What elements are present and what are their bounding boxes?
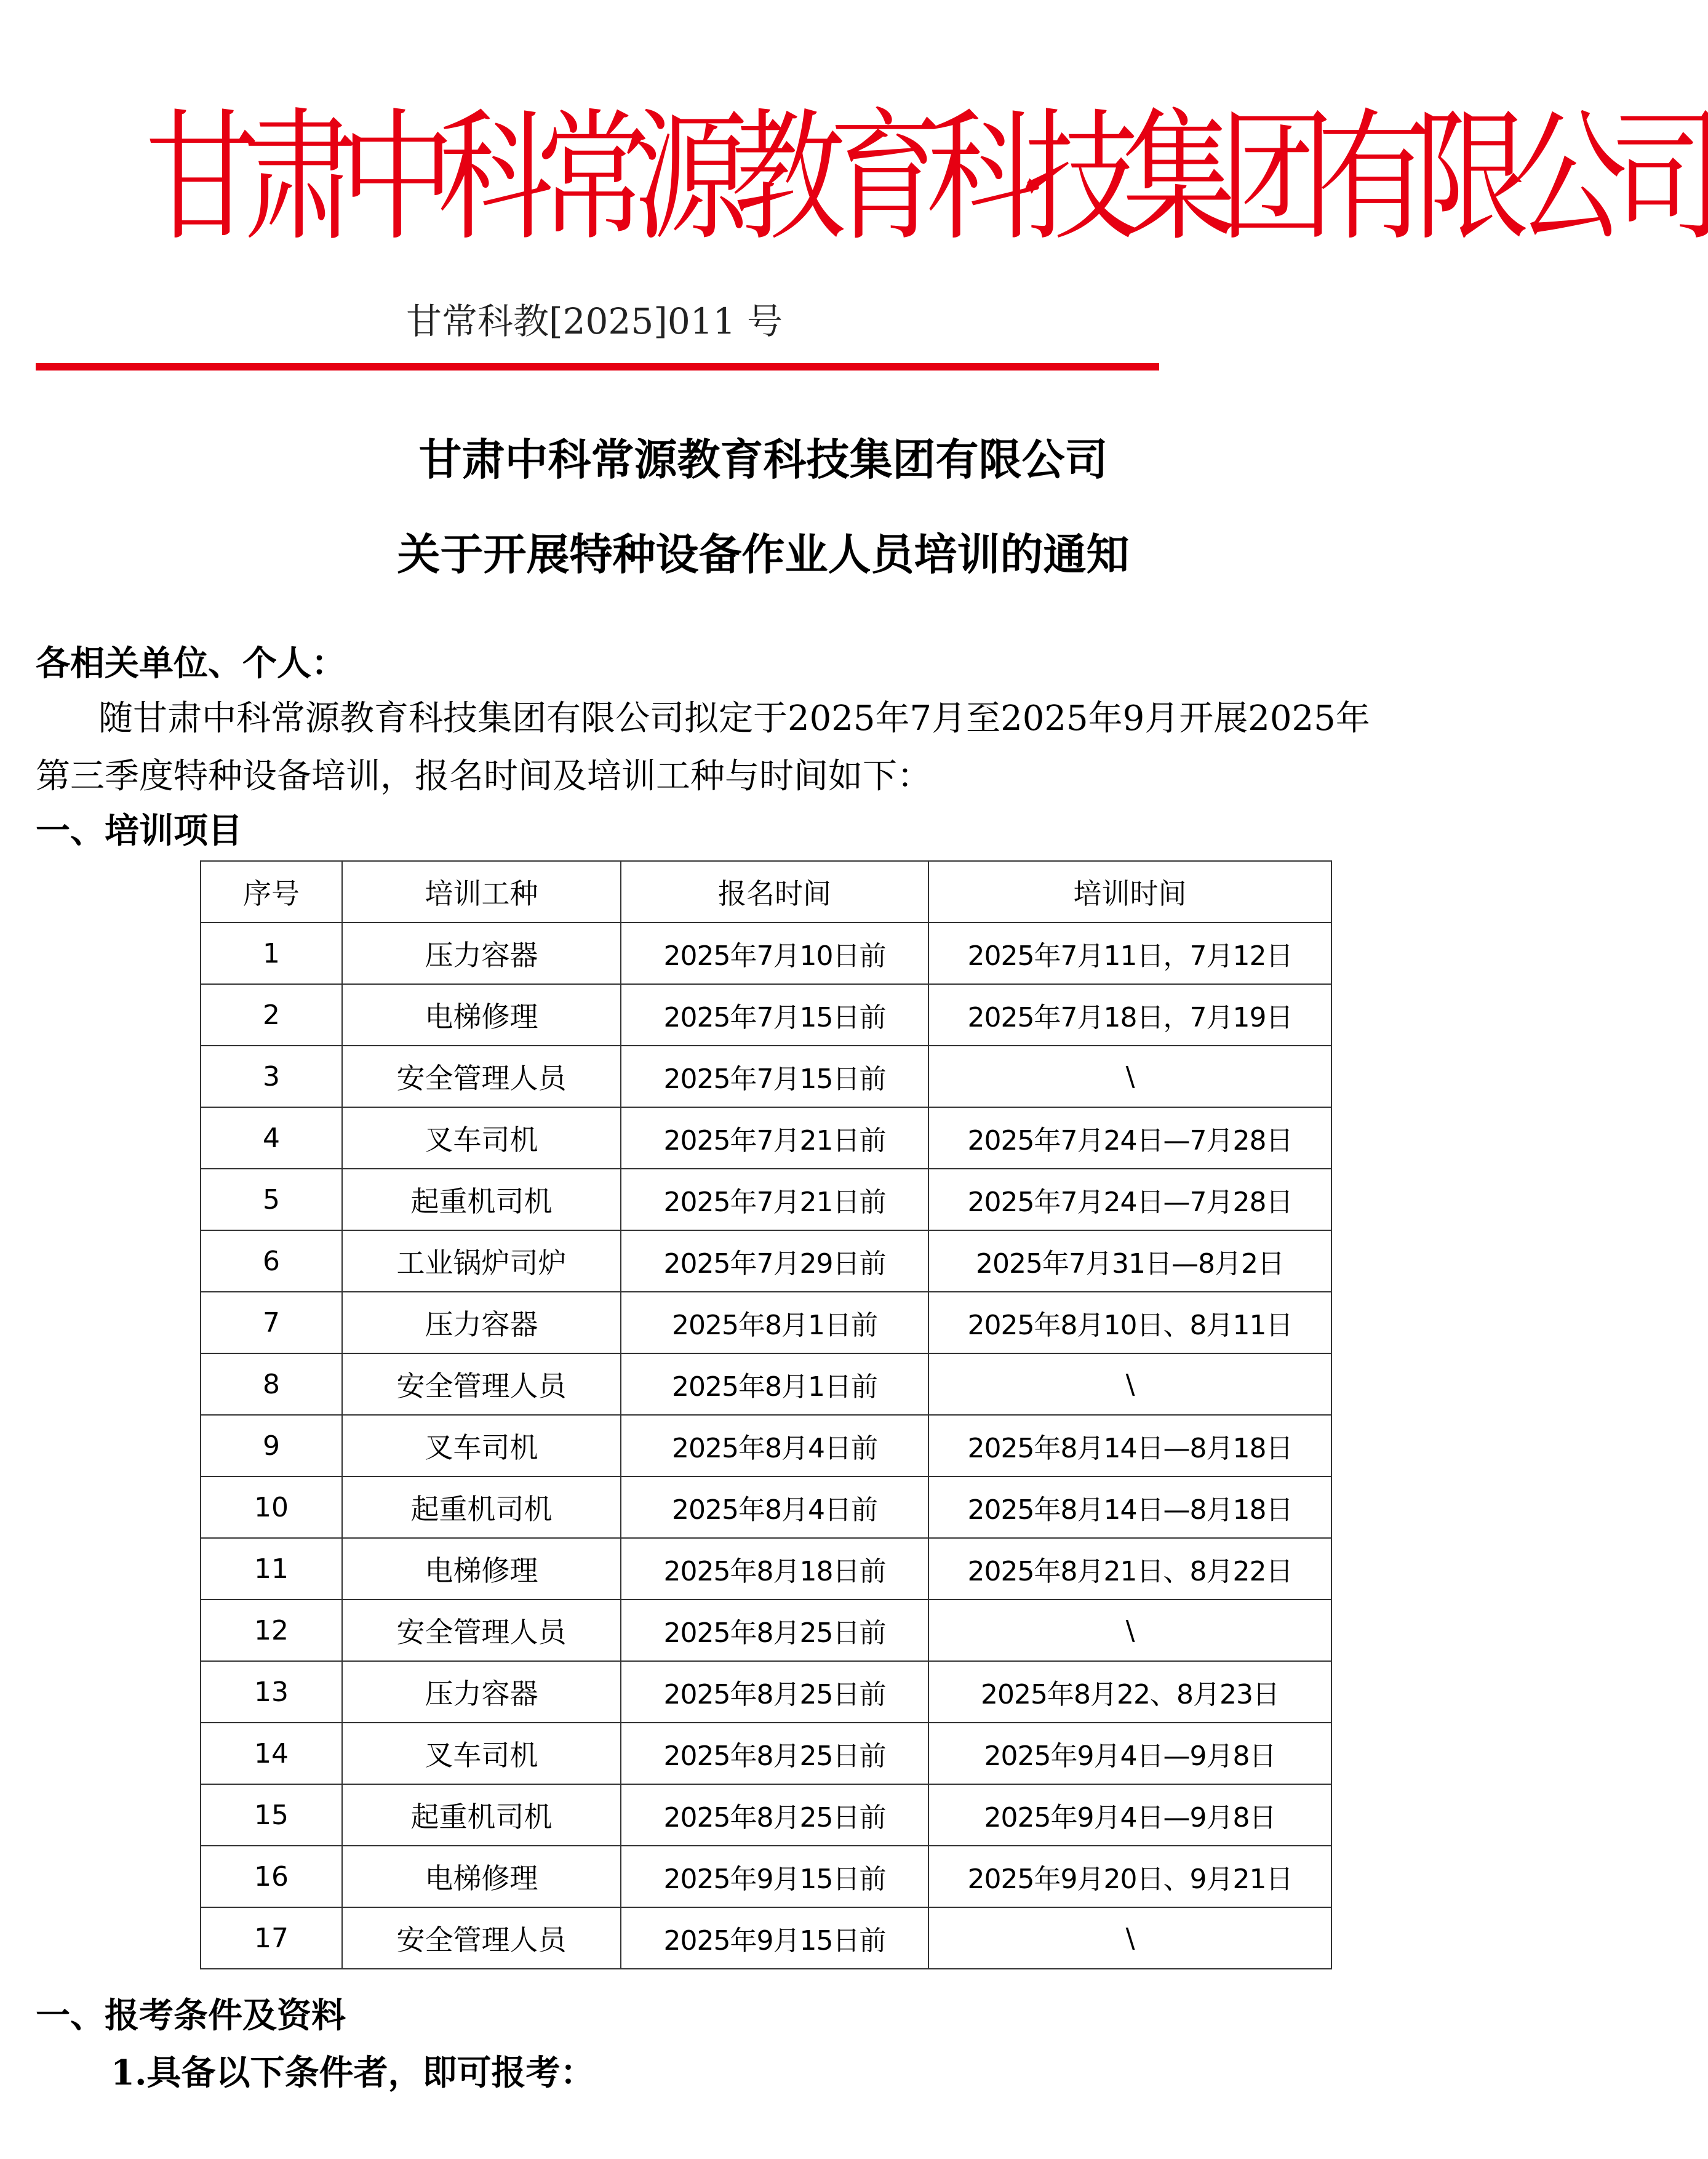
cell-registration-deadline: 2025年8月25日前 xyxy=(621,1661,928,1723)
cell-training-type: 压力容器 xyxy=(342,1661,621,1723)
cell-training-type: 叉车司机 xyxy=(342,1723,621,1784)
cell-training-type: 电梯修理 xyxy=(342,1846,621,1907)
section-heading-training-items: 一、培训项目 xyxy=(36,811,242,851)
cell-registration-deadline: 2025年7月21日前 xyxy=(621,1107,928,1169)
letterhead-red-rule xyxy=(36,363,1159,371)
cell-serial-number: 13 xyxy=(201,1661,342,1723)
cell-serial-number: 10 xyxy=(201,1476,342,1538)
cell-training-dates: 2025年9月4日—9月8日 xyxy=(928,1723,1331,1784)
cell-serial-number: 2 xyxy=(201,984,342,1046)
training-schedule-table xyxy=(200,860,1332,1969)
table-row xyxy=(201,1353,1331,1415)
cell-training-type: 电梯修理 xyxy=(342,984,621,1046)
cell-training-type: 压力容器 xyxy=(342,923,621,984)
table-row xyxy=(201,1476,1331,1538)
cell-registration-deadline: 2025年7月29日前 xyxy=(621,1230,928,1292)
cell-training-dates: 2025年7月31日—8月2日 xyxy=(928,1230,1331,1292)
cell-training-dates: 2025年8月21日、8月22日 xyxy=(928,1538,1331,1600)
cell-training-dates: 2025年7月18日，7月19日 xyxy=(928,984,1331,1046)
section-heading-requirements: 一、报考条件及资料 xyxy=(36,1995,346,2036)
cell-registration-deadline: 2025年9月15日前 xyxy=(621,1846,928,1907)
table-row xyxy=(201,1046,1331,1107)
table-row xyxy=(201,1107,1331,1169)
header-training-type: 培训工种 xyxy=(342,861,621,923)
header-serial-number: 序号 xyxy=(201,861,342,923)
cell-serial-number: 11 xyxy=(201,1538,342,1600)
cell-serial-number: 1 xyxy=(201,923,342,984)
cell-registration-deadline: 2025年8月18日前 xyxy=(621,1538,928,1600)
table-row xyxy=(201,1723,1331,1784)
cell-registration-deadline: 2025年7月21日前 xyxy=(621,1169,928,1230)
table-row xyxy=(201,923,1331,984)
cell-training-dates: 2025年7月11日，7月12日 xyxy=(928,923,1331,984)
cell-training-dates: 2025年8月10日、8月11日 xyxy=(928,1292,1331,1353)
cell-training-type: 起重机司机 xyxy=(342,1169,621,1230)
document-number: 甘常科教[2025]011 号 xyxy=(406,300,783,342)
cell-training-type: 叉车司机 xyxy=(342,1415,621,1476)
cell-serial-number: 6 xyxy=(201,1230,342,1292)
cell-registration-deadline: 2025年7月15日前 xyxy=(621,1046,928,1107)
intro-paragraph-line2: 第三季度特种设备培训，报名时间及培训工种与时间如下： xyxy=(36,756,932,796)
condition-intro-line: 1.具备以下条件者，即可报考： xyxy=(111,2053,595,2093)
table-row xyxy=(201,1846,1331,1907)
cell-training-type: 电梯修理 xyxy=(342,1538,621,1600)
table-header-row xyxy=(201,861,1331,923)
table-row xyxy=(201,1661,1331,1723)
cell-registration-deadline: 2025年8月1日前 xyxy=(621,1353,928,1415)
cell-training-type: 起重机司机 xyxy=(342,1476,621,1538)
cell-serial-number: 17 xyxy=(201,1907,342,1969)
cell-training-dates: 2025年8月22、8月23日 xyxy=(928,1661,1331,1723)
header-training-dates: 培训时间 xyxy=(928,861,1331,923)
cell-training-dates: 2025年8月14日—8月18日 xyxy=(928,1476,1331,1538)
cell-serial-number: 3 xyxy=(201,1046,342,1107)
table-row xyxy=(201,1415,1331,1476)
cell-training-dates: \ xyxy=(928,1600,1331,1661)
cell-training-type: 压力容器 xyxy=(342,1292,621,1353)
table-row xyxy=(201,1600,1331,1661)
cell-serial-number: 16 xyxy=(201,1846,342,1907)
table-row xyxy=(201,984,1331,1046)
cell-training-dates: \ xyxy=(928,1353,1331,1415)
cell-registration-deadline: 2025年8月25日前 xyxy=(621,1600,928,1661)
cell-serial-number: 14 xyxy=(201,1723,342,1784)
cell-training-dates: 2025年9月4日—9月8日 xyxy=(928,1784,1331,1846)
cell-training-type: 安全管理人员 xyxy=(342,1600,621,1661)
salutation: 各相关单位、个人： xyxy=(36,643,346,684)
cell-training-type: 叉车司机 xyxy=(342,1107,621,1169)
cell-registration-deadline: 2025年8月25日前 xyxy=(621,1723,928,1784)
cell-training-dates: 2025年7月24日—7月28日 xyxy=(928,1169,1331,1230)
cell-training-type: 起重机司机 xyxy=(342,1784,621,1846)
cell-training-type: 安全管理人员 xyxy=(342,1353,621,1415)
cell-registration-deadline: 2025年8月4日前 xyxy=(621,1476,928,1538)
cell-registration-deadline: 2025年8月1日前 xyxy=(621,1292,928,1353)
cell-serial-number: 5 xyxy=(201,1169,342,1230)
cell-training-dates: 2025年8月14日—8月18日 xyxy=(928,1415,1331,1476)
cell-registration-deadline: 2025年8月4日前 xyxy=(621,1415,928,1476)
cell-serial-number: 9 xyxy=(201,1415,342,1476)
cell-training-dates: \ xyxy=(928,1046,1331,1107)
cell-training-type: 安全管理人员 xyxy=(342,1907,621,1969)
table-row xyxy=(201,1784,1331,1846)
cell-training-dates: \ xyxy=(928,1907,1331,1969)
cell-serial-number: 12 xyxy=(201,1600,342,1661)
header-registration-deadline: 报名时间 xyxy=(621,861,928,923)
table-row xyxy=(201,1169,1331,1230)
table-row xyxy=(201,1907,1331,1969)
cell-registration-deadline: 2025年7月15日前 xyxy=(621,984,928,1046)
cell-serial-number: 15 xyxy=(201,1784,342,1846)
cell-serial-number: 7 xyxy=(201,1292,342,1353)
cell-registration-deadline: 2025年8月25日前 xyxy=(621,1784,928,1846)
table-row xyxy=(201,1292,1331,1353)
cell-serial-number: 8 xyxy=(201,1353,342,1415)
cell-registration-deadline: 2025年7月10日前 xyxy=(621,923,928,984)
cell-registration-deadline: 2025年9月15日前 xyxy=(621,1907,928,1969)
notice-title-line2: 关于开展特种设备作业人员培训的通知 xyxy=(397,529,1130,580)
cell-training-dates: 2025年9月20日、9月21日 xyxy=(928,1846,1331,1907)
intro-paragraph-line1: 随甘肃中科常源教育科技集团有限公司拟定于2025年7月至2025年9月开展2025年 xyxy=(98,699,1370,739)
table-row xyxy=(201,1230,1331,1292)
cell-training-type: 工业锅炉司炉 xyxy=(342,1230,621,1292)
cell-training-dates: 2025年7月24日—7月28日 xyxy=(928,1107,1331,1169)
table-row xyxy=(201,1538,1331,1600)
cell-serial-number: 4 xyxy=(201,1107,342,1169)
notice-title-line1: 甘肃中科常源教育科技集团有限公司 xyxy=(418,435,1108,485)
cell-training-type: 安全管理人员 xyxy=(342,1046,621,1107)
letterhead-company-name: 甘肃中科常源教育科技集团有限公司 xyxy=(145,96,1708,260)
